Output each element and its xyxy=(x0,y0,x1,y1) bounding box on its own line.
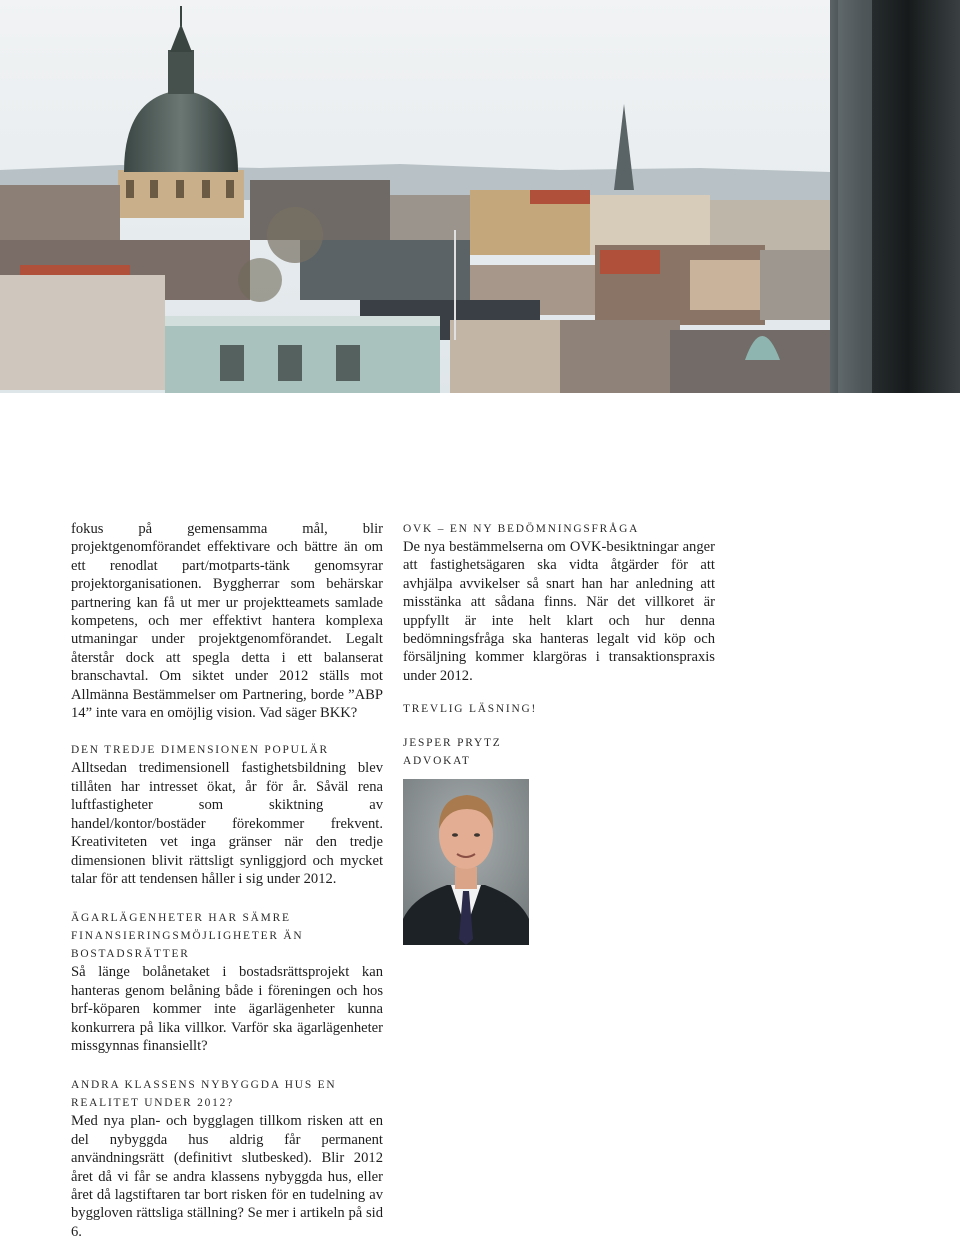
left-column xyxy=(71,520,383,1241)
author-signature xyxy=(403,734,715,770)
author-title: ADVOKAT xyxy=(403,755,471,768)
section-body-agarlagenheter: Så länge bolånetaket i bostadsrättsprojekt kan hanteras genom belåning både i föreningen och hos brf-köparen kommer inte ägarlägenheter kunna konkurrera på lika villkor. Varför ska ägarlägenheter missgynnas finansiellt? xyxy=(71,964,383,1054)
section-heading-3d: DEN TREDJE DIMENSIONEN POPULÄR xyxy=(71,744,329,757)
section-heading-andra-klassens: ANDRA KLASSENS NYBYGGDA HUS EN REALITET UNDER 2012? xyxy=(71,1079,337,1110)
section-body-ovk: De nya bestämmelserna om OVK-besiktningar anger att fastighetsägaren ska vidta åtgärder för att avhjälpa avvikelser så snart han har anledning att misstänka att sådana finns. När det villkoret är uppfyllt är inte helt klart och hur denna bedömningsfråga ska hanteras legalt vid köp och försäljning kommer klargöras i transaktionspraxis under 2012. xyxy=(403,539,715,684)
closing-line: TREVLIG LÄSNING! xyxy=(403,703,538,716)
right-column xyxy=(403,520,715,945)
section-heading-ovk: OVK – EN NY BEDÖMNINGSFRÅGA xyxy=(403,523,640,535)
intro-paragraph: fokus på gemensamma mål, blir projektgenomförandet effektivare och bättre än om ett renodlat part/motparts-tänk genomsyrar projektorganisationen. Byggherrar som behärskar partnering kan få ut mer ur projektteamets samlade kompetens, och mer effektivt hantera komplexa utmaningar under projektgenomförandet. Legalt återstår dock att spegla detta i ett balanserat branschavtal. Om siktet under 2012 ställs mot Allmänna Bestämmelser om Partnering, borde ”ABP 14” inte vara en omöjlig vision. Vad säger BKK? xyxy=(71,521,383,722)
section-body-3d: Alltsedan tredimensionell fastighetsbildning blev tillåten har intresset ökat, år för år. Såväl rena luftfastigheter som skiktning av handel/kontor/bostäder förekommer frekvent. Kreativiteten vet inga gränser när den tredje dimensionen blivit rättsligt synliggjord och mycket talar för att tendensen håller i sig under 2012. xyxy=(71,760,383,887)
author-portrait-photo xyxy=(403,779,529,945)
author-name: JESPER PRYTZ xyxy=(403,737,502,750)
cityscape-photo xyxy=(0,0,960,393)
section-body-andra-klassens: Med nya plan- och bygglagen tillkom risken att en del nybyggda hus aldrig får permanent användningsrätt (definitivt slutbesked). Blir 2012 året då vi får se andra klassens nybyggda hus, eller året då lagstiftaren tar bort risken för en tudelning av byggloven rättsliga ställning? Se mer i artikeln på sid 6. xyxy=(71,1113,383,1240)
section-heading-agarlagenheter: ÄGARLÄGENHETER HAR SÄMRE FINANSIERINGSMÖJLIGHETER ÄN BOSTADSRÄTTER xyxy=(71,912,304,961)
